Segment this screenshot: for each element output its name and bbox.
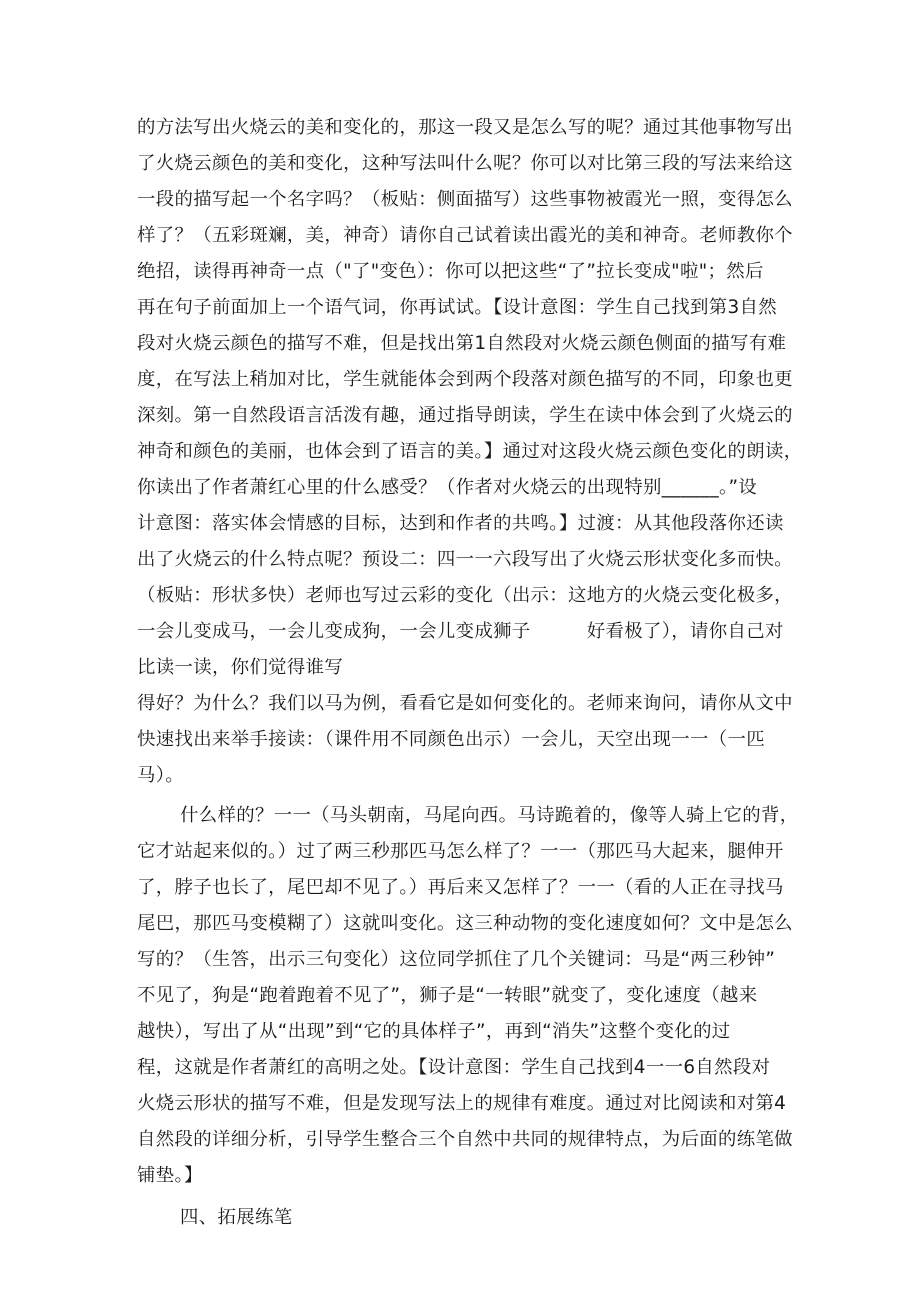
text-line: 绝招，读得再神奇一点（"了"变色）：你可以把这些“了”拉长变成"啦"；然后 [137, 261, 764, 282]
text-line: 度，在写法上稍加对比，学生就能体会到两个段落对颜色描写的不同，印象也更 [137, 369, 793, 390]
text-line: 马）。 [137, 765, 185, 786]
text-line: 尾巴，那匹马变模糊了）这就叫变化。这三种动物的变化速度如何？文中是怎么 [137, 913, 793, 934]
text-line: 不见了，狗是“跑着跑着不见了”，狮子是“一转眼”就变了，变化速度（越来 [137, 985, 758, 1006]
text-line: 写的？（生答，出示三句变化）这位同学抓住了几个关键词：马是“两三秒钟” [137, 949, 776, 970]
text-line: 了，脖子也长了，尾巴却不见了。）再后来又怎样了？一一（看的人正在寻找马 [137, 877, 784, 898]
text-line: 快速找出来举手接读：（课件用不同颜色出示）一会儿，天空出现一一（一匹 [137, 729, 765, 750]
text-line: 深刻。第一自然段语言活泼有趣，通过指导朗读，学生在读中体会到了火烧云的 [137, 405, 793, 426]
text-line: 了火烧云颜色的美和变化，这种写法叫什么呢？你可以对比第三段的写法来给这 [137, 153, 793, 174]
text-line: 得好？为什么？我们以马为例，看看它是如何变化的。老师来询问，请你从文中 [137, 693, 793, 714]
text-line: 你读出了作者萧红心里的什么感受？（作者对火烧云的出现特别______。”设 [137, 477, 758, 498]
text-line: 计意图：落实体会情感的目标，达到和作者的共鸣。】过渡：从其他段落你还读 [137, 513, 784, 534]
text-line: 比读一读，你们觉得谁写 [137, 657, 344, 678]
text-line: 越快），写出了从“出现”到“它的具体样子”，再到“消失”这整个变化的过 [137, 1021, 731, 1042]
text-line: 自然段的详细分析，引导学生整合三个自然中共同的规律特点，为后面的练笔做 [137, 1129, 793, 1150]
text-line: 的方法写出火烧云的美和变化的，那这一段又是怎么写的呢？通过其他事物写出 [137, 117, 793, 138]
text-line: 段对火烧云颜色的描写不难，但是找出第1自然段对火烧云颜色侧面的描写有难 [137, 333, 787, 354]
text-line: 火烧云形状的描写不难，但是发现写法上的规律有难度。通过对比阅读和对第4 [137, 1093, 787, 1114]
text-line: 铺垫。】 [137, 1165, 203, 1186]
text-line: 出了火烧云的什么特点呢？预设二：四一一六段写出了火烧云形状变化多而快。 [137, 549, 793, 570]
paragraph-start: 什么样的？一一（马头朝南，马尾向西。马诗跪着的，像等人骑上它的背， [180, 805, 799, 826]
text-line: 程，这就是作者萧红的高明之处。【设计意图：学生自己找到4一一6自然段对 [137, 1057, 771, 1078]
text-line: 它才站起来似的。）过了两三秒那匹马怎么样了？一一（那匹马大起来，腿伸开 [137, 841, 784, 862]
text-line: 再在句子前面加上一个语气词，你再试试。【设计意图：学生自己找到第3自然 [137, 297, 778, 318]
text-line: 样了？（五彩斑斓，美，神奇）请你自己试着读出霞光的美和神奇。老师教你个 [137, 225, 793, 246]
text-line: 一会儿变成马，一会儿变成狗，一会儿变成狮子 好看极了），请你自己对 [137, 621, 784, 642]
section-heading: 四、拓展练笔 [180, 1207, 293, 1228]
text-line: 一段的描写起一个名字吗？（板贴：侧面描写）这些事物被霞光一照，变得怎么 [137, 189, 793, 210]
text-line: 神奇和颜色的美丽，也体会到了语言的美。】通过对这段火烧云颜色变化的朗读， [137, 441, 803, 462]
text-line: （板贴：形状多快）老师也写过云彩的变化（出示：这地方的火烧云变化极多， [137, 585, 793, 606]
